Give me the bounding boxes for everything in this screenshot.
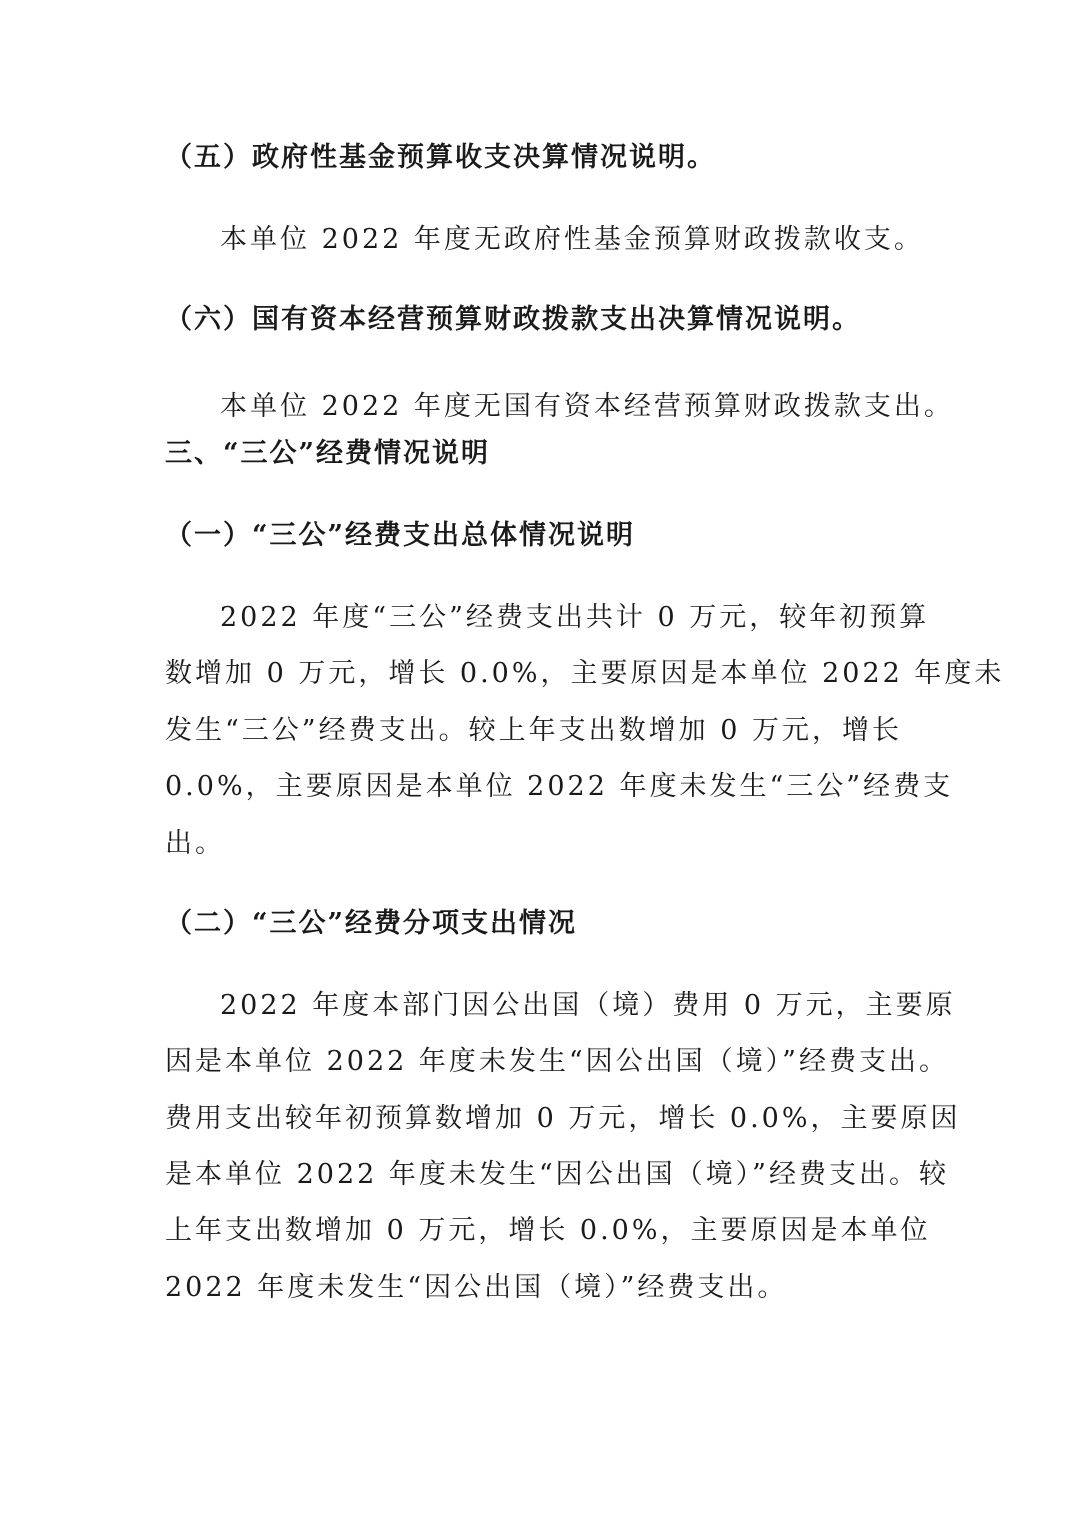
subsection-title-itemized: （二）“三公”经费分项支出情况: [165, 908, 578, 939]
paragraph-itemized-line: 费用支出较年初预算数增加 0 万元，增长 0.0%，主要原因: [165, 1103, 961, 1134]
heading-state-capital: （六）国有资本经营预算财政拨款支出决算情况说明。: [165, 304, 861, 335]
paragraph-itemized-line: 是本单位 2022 年度未发生“因公出国（境）”经费支出。较: [165, 1159, 949, 1190]
subsection-title-overall: （一）“三公”经费支出总体情况说明: [165, 520, 636, 551]
section-title-three-public: 三、“三公”经费情况说明: [165, 438, 491, 469]
paragraph-itemized-line: 2022 年度未发生“因公出国（境）”经费支出。: [165, 1272, 788, 1303]
paragraph-itemized-line: 2022 年度本部门因公出国（境）费用 0 万元，主要原: [220, 990, 956, 1021]
paragraph-itemized-line: 上年支出数增加 0 万元，增长 0.0%，主要原因是本单位: [165, 1215, 931, 1246]
paragraph-overall-line: 发生“三公”经费支出。较上年支出数增加 0 万元，增长: [165, 715, 902, 746]
heading-government-fund: （五）政府性基金预算收支决算情况说明。: [165, 142, 716, 173]
paragraph-overall-line: 数增加 0 万元，增长 0.0%，主要原因是本单位 2022 年度未: [165, 658, 1005, 689]
paragraph-overall-line: 0.0%，主要原因是本单位 2022 年度未发生“三公”经费支: [165, 771, 954, 802]
paragraph-overall-line: 出。: [165, 828, 225, 859]
paragraph-government-fund: 本单位 2022 年度无政府性基金预算财政拨款收支。: [220, 224, 924, 255]
paragraph-overall-line: 2022 年度“三公”经费支出共计 0 万元，较年初预算: [220, 602, 930, 633]
paragraph-state-capital: 本单位 2022 年度无国有资本经营预算财政拨款支出。: [220, 391, 954, 422]
paragraph-itemized-line: 因是本单位 2022 年度未发生“因公出国（境）”经费支出。: [165, 1046, 949, 1077]
